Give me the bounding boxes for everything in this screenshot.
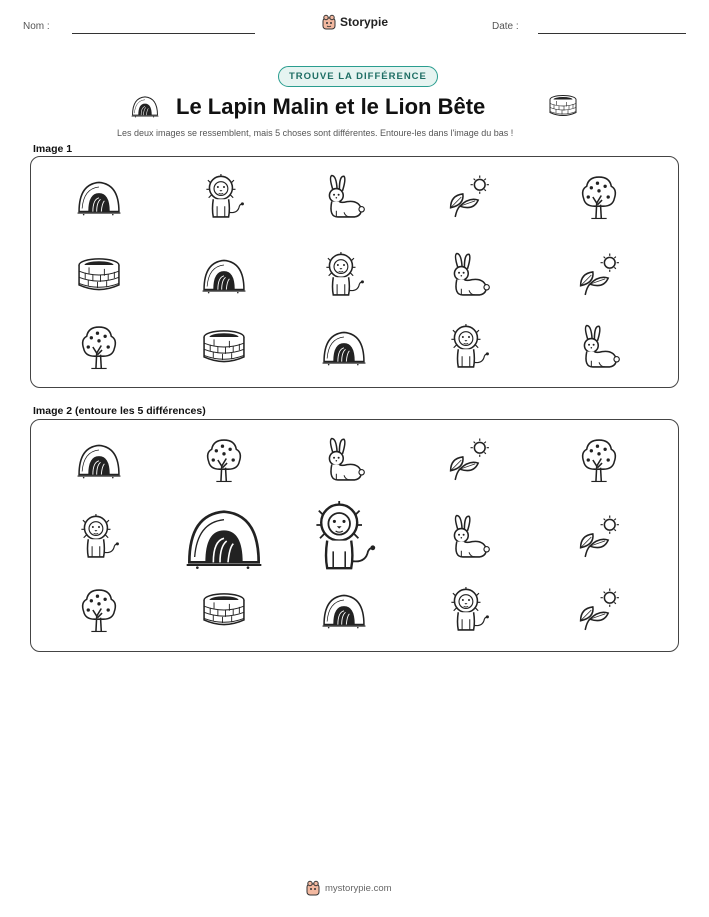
sun-leaves-icon[interactable] [446,437,492,483]
storypie-logo-icon [306,880,320,896]
cave-icon[interactable] [321,324,367,370]
well-icon[interactable] [201,587,247,633]
tree-icon[interactable] [76,587,122,633]
tree-icon[interactable] [76,324,122,370]
name-field[interactable] [72,33,255,34]
rabbit-icon[interactable] [321,437,367,483]
cave-icon[interactable] [184,497,264,577]
rabbit-icon[interactable] [321,174,367,220]
lion-icon[interactable] [201,174,247,220]
page-title: Le Lapin Malin et le Lion Bête [176,94,486,119]
sun-leaves-icon[interactable] [576,587,622,633]
cave-icon[interactable] [76,174,122,220]
tree-icon[interactable] [201,437,247,483]
tree-icon[interactable] [576,437,622,483]
image2-panel [30,419,679,652]
image1-panel [30,156,679,388]
well-icon[interactable] [201,324,247,370]
date-label: Date : [492,21,519,32]
image1-label: Image 1 [33,143,73,155]
brand-name: Storypie [340,15,389,29]
well-icon[interactable] [76,252,122,298]
sun-leaves-icon[interactable] [576,514,622,560]
lion-icon[interactable] [76,514,122,560]
cave-icon[interactable] [201,252,247,298]
image2-label: Image 2 (entoure les 5 différences) [33,405,206,417]
footer-url: mystorypie.com [325,882,392,894]
lion-icon[interactable] [446,587,492,633]
storypie-logo-icon [322,14,336,30]
footer [306,880,392,896]
rabbit-icon[interactable] [446,252,492,298]
rabbit-icon[interactable] [576,324,622,370]
lion-icon[interactable] [446,324,492,370]
well-icon [548,93,578,119]
lion-icon[interactable] [308,501,380,573]
brand-logo [322,14,388,30]
name-label: Nom : [23,21,50,32]
activity-badge: TROUVE LA DIFFÉRENCE [278,66,438,87]
rabbit-icon[interactable] [446,514,492,560]
lion-icon[interactable] [321,252,367,298]
sun-leaves-icon[interactable] [446,174,492,220]
instructions: Les deux images se ressemblent, mais 5 choses sont différentes. Entoure-les dans l'image du bas ! [117,128,514,138]
tree-icon[interactable] [576,174,622,220]
cave-icon[interactable] [321,587,367,633]
cave-icon [130,94,160,118]
cave-icon[interactable] [76,437,122,483]
date-field[interactable] [538,33,686,34]
sun-leaves-icon[interactable] [576,252,622,298]
